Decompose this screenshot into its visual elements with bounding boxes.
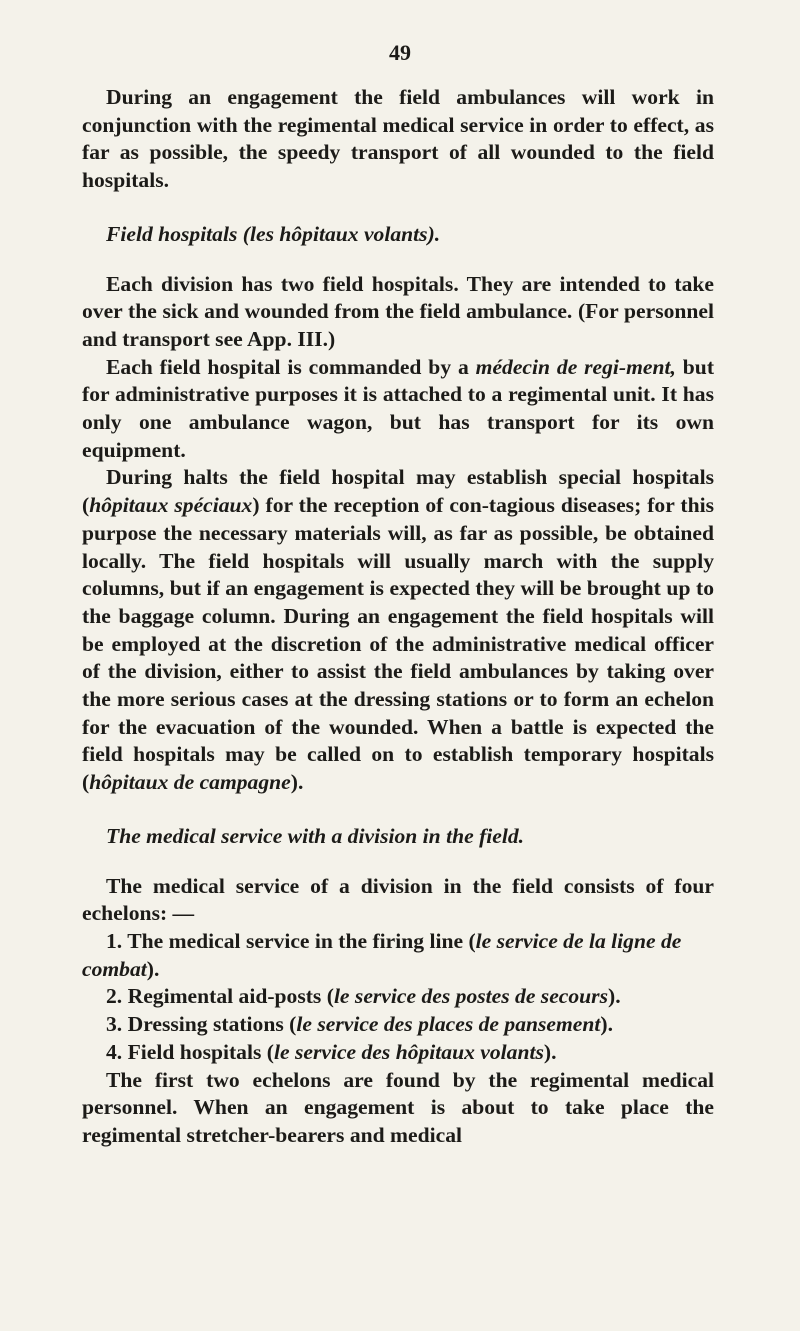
list-item-end: ). [543,1039,557,1064]
heading-field-hospitals-french: (les hôpitaux volants). [242,221,441,246]
heading-medical-service: The medical service with a division in the field. [106,823,525,848]
paragraph-field-hospitals-1: Each division has two field hospitals. They are intended to take over the sick and wounded from the field ambulance. (For personnel and transport see App. III.) [82,271,714,351]
p3-italic-speciaux: hôpitaux spéciaux [89,493,253,518]
p2-italic-medecin: médecin de regi-ment, [475,354,676,379]
paragraph-echelons-intro: The medical service of a division in the field consists of four echelons: — [82,873,714,926]
list-item [82,928,714,983]
list-item-text: 3. Dressing stations ( [106,1012,297,1037]
heading-field-hospitals [82,221,714,249]
paragraph-field-hospitals-2 [82,354,714,465]
p3-text-c: ) for the reception of con-tagious diseases; for this purpose the necessary materials will, as far as possible, be obtained locally. The field hospitals will usually march with the supply columns, but if an engagement is expected they will be brought up to the baggage column. During an engagement the field hospitals will be employed at the discretion of the administrative medical officer of the division, either to assist the field ambulances by taking over the more serious cases at the dressing stations or to form an echelon for the evacuation of the wounded. When a battle is expected the field hospitals may be called on to establish temporary hospitals ( [82,493,714,795]
list-item-end: ). [146,956,160,981]
list-item-french: le service de la ligne de combat [82,928,682,981]
p2-text-c: but for administrative purposes it is attached to a regimental unit. It has only one ambulance wagon, but has transport for its own equipment. [82,354,715,462]
page-body [82,84,714,1150]
page-number: 49 [389,40,411,65]
list-item-text: 4. Field hospitals ( [106,1039,274,1064]
p3-italic-campagne: hôpitaux de campagne [89,770,291,795]
list-item-french: le service des postes de secours [333,984,608,1009]
p3-text-e: ). [290,770,304,795]
list-item-text: 1. The medical service in the firing line ( [106,928,476,953]
list-item-end: ). [600,1012,613,1037]
paragraph-final: The first two echelons are found by the regimental medical personnel. When an engagement is about to take place the regimental stretcher-bearers and medical [82,1067,714,1147]
paragraph-field-hospitals-3 [82,464,714,796]
list-item-french: le service des hôpitaux volants [273,1039,544,1064]
heading-field-hospitals-main: Field hospitals [106,221,243,246]
p2-text-a: Each field hospital is commanded by a [106,354,476,379]
list-item-end: ). [608,984,621,1009]
list-item-french: le service des places de pansement [296,1012,601,1037]
list-item-text: 2. Regimental aid-posts ( [106,984,334,1009]
paragraph-intro: During an engagement the field ambulances will work in conjunction with the regimental medical service in order to effect, as far as possible, the speedy transport of all wounded to the field hospitals. [82,85,714,193]
list-item [82,1011,714,1039]
list-item [82,983,714,1011]
p3-text-a: During halts the field hospital may establish special hospitals ( [82,465,714,518]
list-item [82,1039,714,1067]
